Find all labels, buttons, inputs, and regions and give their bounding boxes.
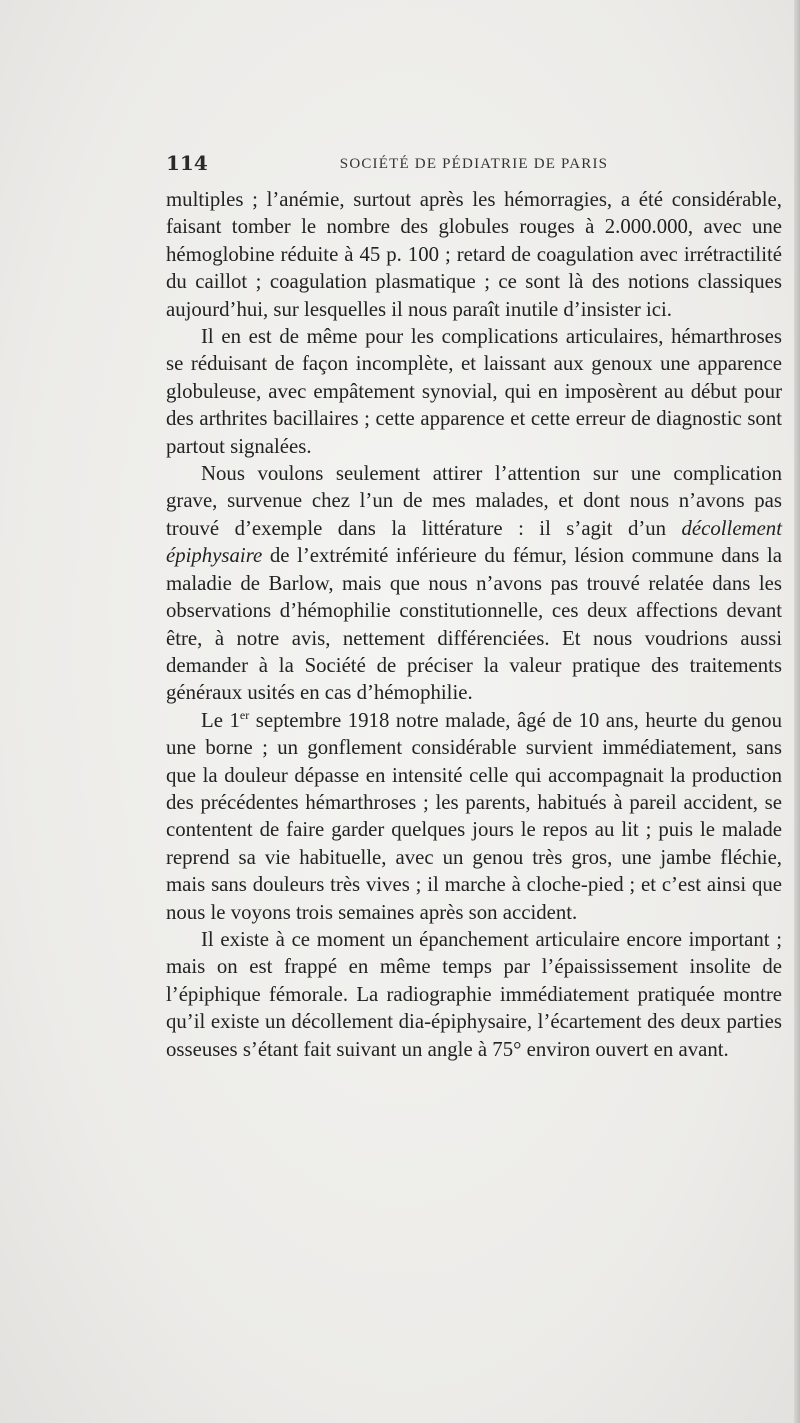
paragraph-2 (166, 323, 782, 460)
running-title: SOCIÉTÉ DE PÉDIATRIE DE PARIS (339, 156, 609, 172)
paragraph-5-text: Il existe à ce moment un épanchement articulaire encore important ; mais on est frappé en même temps par l’épaississement insolite de l’épiphique fémorale. La radiographie immédiatement pratiquée montre qu’il existe un décollement dia-épiphysaire, l’écartement des deux parties osseuses s’étant fait suivant un angle à 75° environ ouvert en avant. (166, 927, 782, 1061)
paragraph-3-text-after: de l’extrémité inférieure du fémur, lésion commune dans la maladie de Barlow, mais que nous n’avons pas trouvé relatée dans les observations d’hémophilie constitutionnelle, ces deux affections devant être, à notre avis, nettement différenciées. Et nous voudrions aussi demander à la Société de préciser la valeur pratique des traitements généraux usités en cas d’hémophilie. (166, 544, 782, 705)
paragraph-5 (166, 926, 782, 1063)
body-text (166, 186, 782, 1063)
page-number: 114 (166, 151, 208, 175)
paragraph-4-text-before: Le 1 (201, 708, 240, 732)
paragraph-4-superscript: er (239, 707, 250, 722)
paragraph-3-text-before: Nous voulons seulement attirer l’attention sur une complication grave, survenue chez l’un de mes malades, et dont nous n’avons pas trouvé d’exemple dans la littérature : il s’agit d’un (166, 462, 782, 540)
paragraph-2-text: Il en est de même pour les complications articulaires, hémarthroses se réduisant de façon incomplète, et laissant aux genoux une apparence globuleuse, avec empâtement synovial, qui en imposèrent au début pour des arthrites bacillaires ; cette apparence et cette erreur de diagnostic sont partout signalées. (166, 325, 782, 458)
paragraph-4-text-after: septembre 1918 notre malade, âgé de 10 ans, heurte du genou une borne ; un gonflement considérable survient immédiatement, sans que la douleur dépasse en intensité celle qui accompagnait la production des précédentes hémarthroses ; les parents, habitués à pareil accident, se contentent de faire garder quelques jours le repos au lit ; puis le malade reprend sa vie habituelle, avec un genou très gros, une jambe fléchie, mais sans douleurs très vives ; il marche à cloche-pied ; et c’est ainsi que nous le voyons trois semaines après son accident. (166, 708, 782, 924)
paragraph-3 (166, 460, 782, 707)
page-header (166, 150, 782, 176)
paragraph-3-italic-term: décollement épiphysaire (166, 516, 782, 568)
paragraph-1-text: multiples ; l’anémie, surtout après les hémorragies, a été considérable, faisant tomber le nombre des globules rouges à 2.000.000, avec une hémoglobine réduite à 45 p. 100 ; retard de coagulation avec irrétractilité du caillot ; coagulation plasmatique ; ce sont là des notions classiques aujourd’hui, sur lesquelles il nous paraît inutile d’insister ici. (166, 188, 782, 321)
paragraph-1 (166, 186, 782, 323)
paragraph-4 (166, 707, 782, 926)
page-edge-shadow (794, 0, 800, 1423)
